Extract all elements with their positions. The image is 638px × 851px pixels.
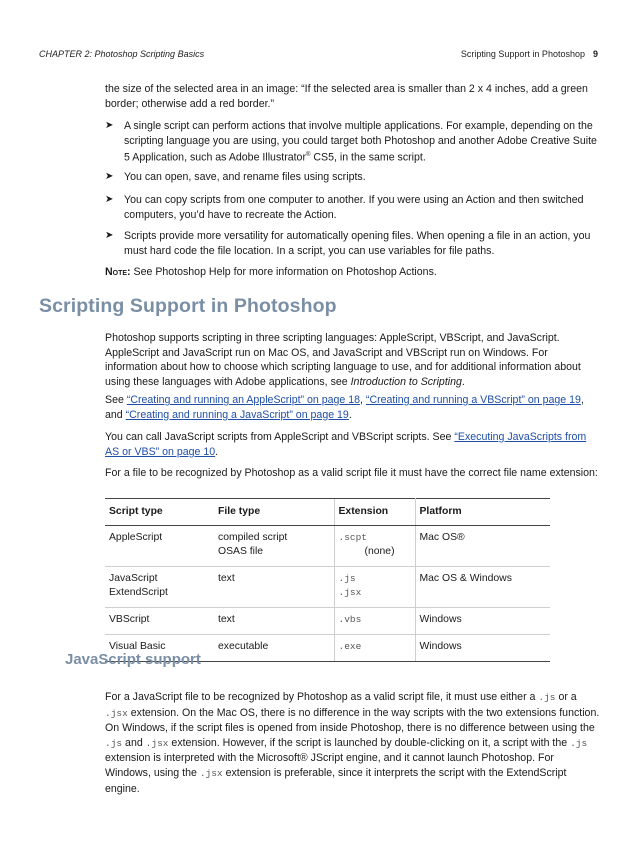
link-javascript[interactable]: “Creating and running a JavaScript” on page 19 [125,408,349,421]
script-type-cell: VBScript [105,608,214,635]
bullet-arrow-icon: ➤ [105,194,114,205]
bullet-text: You can open, save, and rename files using scripts. [124,171,366,183]
extension-code: .scpt [338,532,368,543]
bullet-text-part: CS5, in the same script. [310,151,426,164]
bullet-text: Scripts provide more versatility for automatically opening files. When opening a file in an action, you must hard code the file location. In a script, you can use variables for file paths. [124,230,591,257]
paragraph-text: and [122,736,146,749]
extension-cell [334,608,415,635]
bullet-text-part: A single script can perform actions that involve multiple applications. For example, depending on the scripting language you are using, you could target both Photoshop and another Adobe Creative Suite 5 Application, such as Adobe Illustrator [124,120,597,164]
section-heading: Scripting Support in Photoshop [39,295,337,317]
script-type-cell: Visual Basic [105,635,214,662]
paragraph-see-also [105,393,601,422]
file-type-cell [214,526,334,567]
extension-code: .exe [338,641,362,652]
inline-code: .js [570,737,588,749]
bullet-arrow-icon: ➤ [105,171,114,182]
subsection-heading: JavaScript support [65,651,201,668]
column-header: Platform [415,499,550,526]
paragraph-text: extension is interpreted with the Microsoft® JScript engine, and it cannot launch Photoshop. For Windows, using the [105,752,554,779]
extension-cell [334,635,415,662]
paragraph-text: Photoshop supports scripting in three scripting languages: AppleScript, VBScript, and JavaScript. AppleScript and JavaScript run on Mac OS, and JavaScript and VBScript run on Windows. For information about how to choose which scripting language to use, and for additional information about using these languages with Adobe applications, see [105,332,581,388]
platform-cell: Mac OS® [415,526,550,567]
cell-line: compiled script [218,532,288,543]
platform-cell: Windows [415,608,550,635]
file-type-cell: text [214,608,334,635]
header-section-title: Scripting Support in Photoshop [460,49,585,59]
paragraph-languages [105,331,601,389]
table-row [105,608,550,635]
bullet-text: You can copy scripts from one computer to another. If you were using an Action and then switched computers, you’d have to recreate the Action. [124,194,584,221]
bullet-arrow-icon: ➤ [105,230,114,241]
bullet-item [105,119,601,165]
extension-cell [334,567,415,608]
inline-code: .jsx [199,767,223,779]
note-label: Note: [105,266,131,278]
bullet-item [105,229,601,258]
running-header-section [461,49,598,59]
note [105,265,601,280]
script-type-cell: AppleScript [105,526,214,567]
note-text: See Photoshop Help for more information on Photoshop Actions. [130,266,437,278]
paragraph-text: extension is preferable, since it interprets the script with the ExtendScript engine. [105,766,567,795]
script-type-cell [105,567,214,608]
page-number: 9 [592,49,598,59]
paragraph-text: , [360,394,366,406]
paragraph-text: See [105,394,127,406]
extension-cell [334,526,415,567]
table-header-row [105,499,550,526]
column-header: Script type [105,499,214,526]
running-header-chapter: CHAPTER 2: Photoshop Scripting Basics [39,49,205,59]
paragraph-text: or a [555,691,577,703]
paragraph-text: . [461,375,465,388]
cell-line: JavaScript [109,573,158,584]
paragraph-call-javascript [105,430,601,459]
table-row [105,526,550,567]
link-executing-javascripts[interactable]: “Executing JavaScripts from AS or VBS” on page 10 [105,431,587,458]
inline-code: .jsx [145,737,169,749]
extension-code: .vbs [338,614,362,625]
bullet-item [105,193,601,222]
book-title: Introduction to Scripting [350,375,462,388]
link-vbscript[interactable]: “Creating and running a VBScript” on page 19 [365,394,581,406]
intro-continuation: the size of the selected area in an image: “If the selected area is smaller than 2 x 4 inches, add a green border; otherwise add a red border.” [105,83,588,110]
bullet-text [105,119,601,165]
inline-code: .js [105,737,123,749]
platform-cell: Windows [415,635,550,662]
paragraph-text: extension. On the Mac OS, there is no difference in the way scripts with the two extensions function. On Windows, if the script files is opened from inside Photoshop, there is no difference between using the [105,706,600,735]
inline-code: .jsx [105,707,128,719]
cell-line: OSAS file [218,546,264,557]
cell-line: ExtendScript [109,587,168,598]
paragraph-text: You can call JavaScript scripts from AppleScript and VBScript scripts. See [105,431,455,443]
file-type-cell: executable [214,635,334,662]
platform-cell: Mac OS & Windows [415,567,550,608]
inline-code: .js [538,692,556,703]
paragraph-text: For a JavaScript file to be recognized by Photoshop as a valid script file, it must use either a [105,691,539,703]
registered-mark: ® [305,152,311,159]
paragraph-text: extension. However, if the script is launched by double-clicking on it, a script with the [168,736,571,749]
extension-note: (none) [364,546,395,557]
column-header: File type [214,499,334,526]
table-row [105,567,550,608]
paragraph-extension-intro: For a file to be recognized by Photoshop as a valid script file it must have the correct file name extension: [105,467,598,479]
bullet-arrow-icon: ➤ [105,120,114,131]
column-header: Extension [334,499,415,526]
script-type-table [105,498,550,662]
file-type-cell: text [214,567,334,608]
paragraph-text: . [348,408,352,421]
paragraph-javascript-support [105,690,601,796]
bullet-item [105,170,601,185]
paragraph-text: , and [105,394,584,421]
extension-code: .jsx [338,587,362,598]
paragraph-text: . [215,445,219,458]
extension-code: .js [338,573,356,584]
link-applescript[interactable]: “Creating and running an AppleScript” on page 18 [126,394,361,406]
